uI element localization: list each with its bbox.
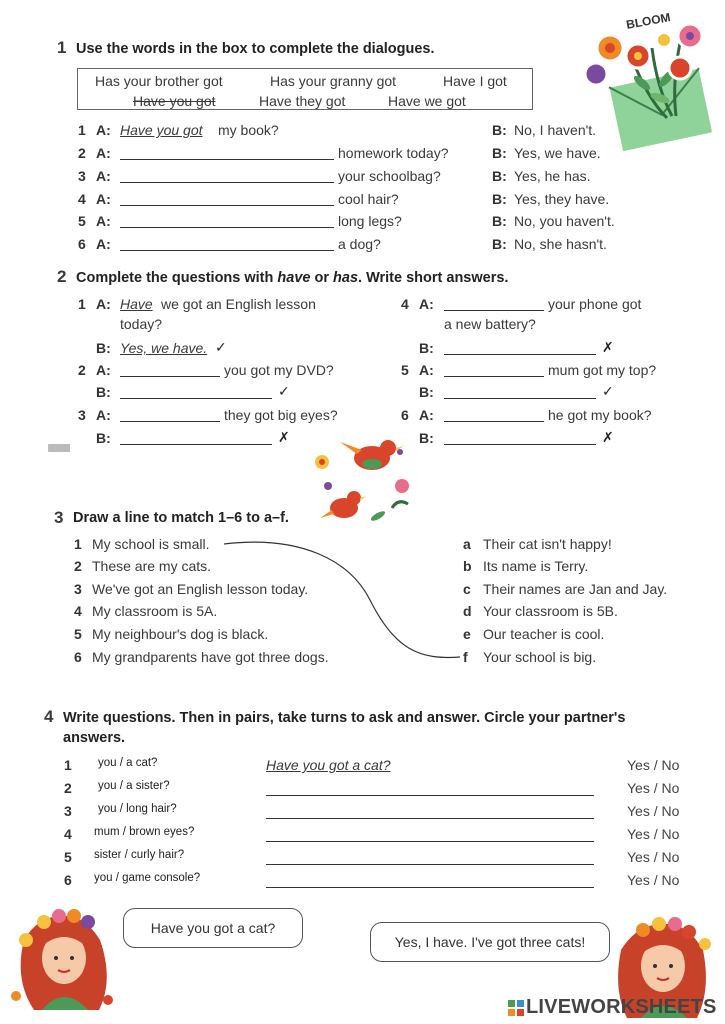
question-text: today? — [120, 316, 163, 332]
dialogue-reply: Yes, we have. — [514, 145, 601, 161]
speaker-b: B: — [96, 340, 111, 356]
question-text: your phone got — [548, 296, 642, 312]
match-response[interactable]: Our teacher is cool. — [483, 626, 605, 642]
match-response[interactable]: Your school is big. — [483, 649, 597, 665]
question-prompt: you / a cat? — [98, 757, 158, 769]
speaker-b: B: — [492, 213, 507, 229]
dialogue-reply: No, you haven't. — [514, 213, 615, 229]
speaker-a: A: — [96, 213, 111, 229]
dialogue-reply: Yes, he has. — [514, 168, 591, 184]
liveworksheets-logo[interactable]: LIVEWORKSHEETS — [526, 996, 717, 1018]
speaker-a: A: — [96, 362, 111, 378]
answer-blank[interactable] — [266, 818, 594, 819]
section-2-number: 2 — [57, 267, 67, 286]
cross-mark-icon: ✗ — [602, 429, 614, 445]
question-prompt: you / long hair? — [98, 803, 177, 815]
s3-item-number: 5 — [74, 626, 82, 642]
cross-mark-icon: ✗ — [278, 429, 290, 445]
s4-item-number: 2 — [64, 780, 72, 796]
speaker-b: B: — [492, 191, 507, 207]
word-box-item: Has your granny got — [270, 73, 397, 89]
section-3-number: 3 — [54, 508, 64, 527]
section-4-title: Write questions. Then in pairs, take turns to ask and answer. Circle your partner's — [63, 710, 626, 726]
speaker-a: A: — [96, 296, 111, 312]
match-response[interactable]: Your classroom is 5B. — [483, 603, 618, 619]
s1-item-number: 2 — [78, 145, 86, 161]
s2-item-number: 4 — [401, 296, 409, 312]
speaker-a: A: — [419, 296, 434, 312]
dialogue-question: a dog? — [338, 236, 381, 252]
speaker-b: B: — [492, 236, 507, 252]
speaker-b: B: — [492, 122, 507, 138]
s4-item-number: 5 — [64, 849, 72, 865]
speech-bubble-right: Yes, I have. I've got three cats! — [370, 922, 610, 962]
dialogue-reply: No, I haven't. — [514, 122, 597, 138]
s3-item-number: 2 — [74, 558, 82, 574]
girl-illustration-left — [4, 900, 120, 1018]
answer-blank[interactable] — [266, 841, 594, 842]
bloom-label: BLOOM — [625, 10, 672, 32]
dialogue-reply: No, she hasn't. — [514, 236, 607, 252]
s2-item-number: 1 — [78, 296, 86, 312]
speaker-a: A: — [96, 191, 111, 207]
s3-item-number: 4 — [74, 603, 82, 619]
s2-item-number: 6 — [401, 407, 409, 423]
s2-item-number: 5 — [401, 362, 409, 378]
speaker-a: A: — [96, 168, 111, 184]
answer-blank[interactable] — [266, 887, 594, 888]
yes-no-choice[interactable]: Yes / No — [627, 780, 680, 796]
example-answer: Have — [120, 296, 153, 312]
check-mark-icon: ✓ — [278, 383, 290, 399]
liveworksheets-logo-icon — [508, 1000, 524, 1016]
s2-item-number: 3 — [78, 407, 86, 423]
s1-item-number: 5 — [78, 213, 86, 229]
dialogue-question: long legs? — [338, 213, 402, 229]
s1-item-number: 4 — [78, 191, 86, 207]
answer-blank[interactable] — [266, 864, 594, 865]
example-answer: Have you got — [120, 122, 203, 138]
example-question: Have you got a cat? — [266, 757, 391, 773]
example-match-line — [224, 542, 460, 657]
yes-no-choice[interactable]: Yes / No — [627, 826, 680, 842]
s3-item-letter: e — [463, 626, 471, 642]
speaker-a: A: — [96, 122, 111, 138]
match-response[interactable]: Their cat isn't happy! — [483, 536, 612, 552]
question-prompt: you / a sister? — [98, 780, 170, 792]
question-prompt: mum / brown eyes? — [94, 826, 195, 838]
match-statement[interactable]: These are my cats. — [92, 558, 212, 574]
section-3-title: Draw a line to match 1–6 to a–f. — [73, 510, 289, 526]
yes-no-choice[interactable]: Yes / No — [627, 757, 680, 773]
yes-no-choice[interactable]: Yes / No — [627, 872, 680, 888]
question-text: he got my book? — [548, 407, 652, 423]
s3-item-letter: b — [463, 558, 472, 574]
speaker-b: B: — [492, 168, 507, 184]
dialogue-reply: Yes, they have. — [514, 191, 610, 207]
example-short-answer: Yes, we have. — [120, 340, 208, 356]
section-4-number: 4 — [44, 707, 54, 726]
speaker-a: A: — [96, 407, 111, 423]
section-2-title: Complete the questions with have or has. Write short answers. — [76, 270, 509, 286]
question-text: mum got my top? — [548, 362, 657, 378]
match-statement[interactable]: My classroom is 5A. — [92, 603, 218, 619]
s3-item-letter: a — [463, 536, 471, 552]
speech-bubble-left: Have you got a cat? — [123, 908, 303, 948]
question-text: we got an English lesson — [161, 296, 316, 312]
section-1-number: 1 — [57, 38, 67, 57]
question-text: they got big eyes? — [224, 407, 338, 423]
dialogue-question: homework today? — [338, 145, 449, 161]
word-box-item: Have I got — [443, 73, 507, 89]
section-4-title-cont: answers. — [63, 730, 126, 746]
speaker-a: A: — [419, 362, 434, 378]
match-statement[interactable]: My grandparents have got three dogs. — [92, 649, 329, 665]
s1-item-number: 1 — [78, 122, 86, 138]
dialogue-question: your schoolbag? — [338, 168, 441, 184]
question-prompt: sister / curly hair? — [94, 849, 185, 861]
speaker-b: B: — [96, 384, 111, 400]
speaker-b: B: — [419, 430, 434, 446]
s4-item-number: 4 — [64, 826, 72, 842]
dialogue-question: my book? — [218, 122, 279, 138]
s3-item-number: 3 — [74, 581, 82, 597]
s1-item-number: 6 — [78, 236, 86, 252]
word-box-item: Has your brother got — [95, 73, 223, 89]
question-text: a new battery? — [444, 316, 536, 332]
s1-item-number: 3 — [78, 168, 86, 184]
s3-item-letter: c — [463, 581, 471, 597]
word-box-item: Have we got — [388, 93, 466, 109]
speaker-b: B: — [419, 340, 434, 356]
speaker-a: A: — [96, 145, 111, 161]
cross-mark-icon: ✗ — [602, 339, 614, 355]
match-response[interactable]: Its name is Terry. — [483, 558, 589, 574]
yes-no-choice[interactable]: Yes / No — [627, 803, 680, 819]
s3-item-number: 6 — [74, 649, 82, 665]
s4-item-number: 1 — [64, 757, 72, 773]
question-prompt: you / game console? — [94, 872, 201, 884]
word-box-item-used: Have you got — [133, 93, 216, 109]
match-statement[interactable]: My school is small. — [92, 536, 210, 552]
speaker-b: B: — [419, 384, 434, 400]
speaker-a: A: — [419, 407, 434, 423]
check-mark-icon: ✓ — [215, 339, 227, 355]
s3-item-number: 1 — [74, 536, 82, 552]
question-text: you got my DVD? — [224, 362, 334, 378]
section-1-title: Use the words in the box to complete the dialogues. — [76, 41, 435, 57]
s4-item-number: 3 — [64, 803, 72, 819]
answer-blank[interactable] — [266, 795, 594, 796]
s2-item-number: 2 — [78, 362, 86, 378]
match-statement[interactable]: We've got an English lesson today. — [92, 581, 309, 597]
check-mark-icon: ✓ — [602, 383, 614, 399]
speaker-b: B: — [96, 430, 111, 446]
s3-item-letter: f — [463, 649, 468, 665]
speaker-b: B: — [492, 145, 507, 161]
speaker-a: A: — [96, 236, 111, 252]
match-response[interactable]: Their names are Jan and Jay. — [483, 581, 668, 597]
yes-no-choice[interactable]: Yes / No — [627, 849, 680, 865]
s3-item-letter: d — [463, 603, 472, 619]
dialogue-question: cool hair? — [338, 191, 399, 207]
s4-item-number: 6 — [64, 872, 72, 888]
match-statement[interactable]: My neighbour's dog is black. — [92, 626, 269, 642]
word-box-item: Have they got — [259, 93, 346, 109]
